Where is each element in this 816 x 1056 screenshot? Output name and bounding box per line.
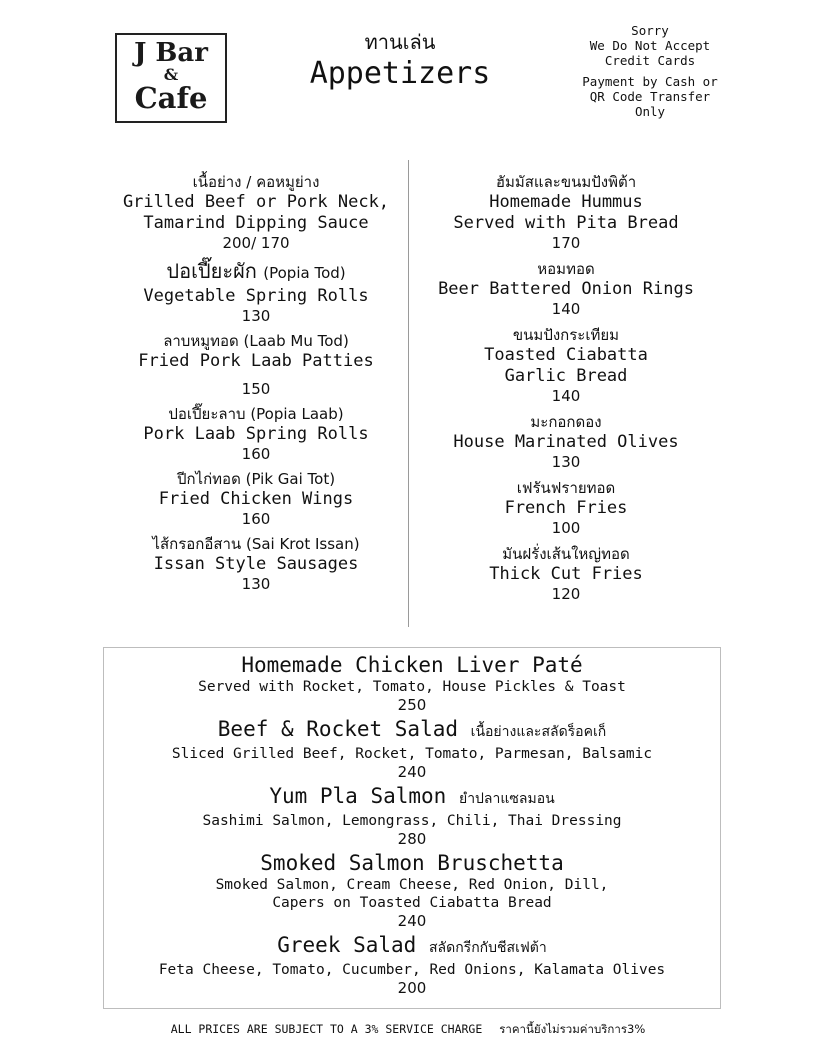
- special-description: Feta Cheese, Tomato, Cucumber, Red Onions, Kalamata Olives: [158, 962, 666, 978]
- item-romanized-name: (Sai Krot Issan): [245, 535, 360, 553]
- item-romanized-name: (Pik Gai Tot): [245, 470, 336, 488]
- menu-item: [106, 534, 406, 594]
- item-thai-name: เฟรันฟรายทอด: [516, 479, 616, 497]
- special-description: Sashimi Salmon, Lemongrass, Chili, Thai Dressing: [202, 813, 622, 829]
- footer-notice: [0, 1021, 816, 1039]
- item-thai-name: [106, 258, 406, 286]
- footer-english: ALL PRICES ARE SUBJECT TO A 3% SERVICE CHARGE: [170, 1022, 483, 1036]
- item-english-name: Garlic Bread: [504, 366, 628, 386]
- item-thai-name: ฮัมมัสและขนมปังพิต้า: [495, 173, 637, 191]
- item-thai-text: ลาบหมูทอด: [163, 332, 239, 350]
- section-title: Appetizers: [309, 56, 491, 91]
- special-description: Capers on Toasted Ciabatta Bread: [272, 895, 552, 911]
- section-thai-title: ทานเล่น: [364, 30, 436, 54]
- special-thai-name: ยำปลาแซลมอน: [458, 791, 555, 807]
- menu-item: [106, 469, 406, 529]
- item-thai-name: มันฝรั่งเส้นใหญ่ทอด: [502, 545, 630, 563]
- item-english-name: Fried Chicken Wings: [158, 489, 354, 509]
- item-price: 170: [551, 234, 581, 252]
- special-item: [104, 717, 720, 781]
- special-title: [104, 653, 720, 678]
- item-english-name: Beer Battered Onion Rings: [438, 279, 694, 299]
- menu-item: [416, 478, 716, 538]
- item-romanized-name: (Popia Laab): [250, 405, 344, 423]
- payment-line: Sorry: [631, 23, 669, 38]
- item-price: 160: [241, 445, 271, 463]
- payment-line: QR Code Transfer: [589, 89, 711, 104]
- item-thai-name: [106, 404, 406, 424]
- special-item: [104, 933, 720, 997]
- item-thai-name: [106, 534, 406, 554]
- special-thai-name: เนื้อย่างและสลัดร็อคเก็: [470, 724, 607, 740]
- payment-line: We Do Not Accept: [589, 38, 711, 53]
- special-price: 200: [397, 979, 427, 997]
- menu-item: [416, 325, 716, 406]
- right-menu-column: [416, 172, 716, 610]
- special-price: 250: [397, 696, 427, 714]
- item-price: 130: [241, 575, 271, 593]
- logo-line1: J Bar: [134, 38, 208, 68]
- item-romanized-name: (Popia Tod): [263, 264, 346, 282]
- specials-box: [103, 647, 721, 1009]
- item-romanized-name: (Laab Mu Tod): [243, 332, 349, 350]
- special-item: [104, 784, 720, 848]
- menu-item: [106, 404, 406, 464]
- item-price: 140: [551, 300, 581, 318]
- payment-line: Only: [634, 104, 666, 119]
- menu-item: [416, 259, 716, 319]
- item-english-name: Issan Style Sausages: [153, 554, 359, 574]
- special-thai-name: สลัดกรีกกับชีสเฟต้า: [428, 940, 547, 956]
- special-title: [104, 933, 720, 961]
- item-price: 160: [241, 510, 271, 528]
- payment-line: Payment by Cash or: [582, 74, 718, 89]
- menu-item: [106, 258, 406, 326]
- item-thai-name: หอมทอด: [537, 260, 595, 278]
- logo-line3: Cafe: [134, 81, 208, 115]
- special-title-text: Yum Pla Salmon: [269, 784, 447, 808]
- item-english-name: Thick Cut Fries: [489, 564, 643, 584]
- item-english-name: Grilled Beef or Pork Neck,: [122, 192, 390, 212]
- special-title-text: Greek Salad: [277, 933, 417, 957]
- item-price: 100: [551, 519, 581, 537]
- special-price: 240: [397, 763, 427, 781]
- special-title: [104, 784, 720, 812]
- item-thai-text: เนื้อย่าง / คอหมูย่าง: [192, 173, 320, 191]
- item-english-name: House Marinated Olives: [453, 432, 679, 452]
- item-thai-name: [106, 172, 406, 192]
- left-menu-column: [106, 172, 406, 599]
- item-english-name: Tamarind Dipping Sauce: [143, 213, 369, 233]
- special-title-text: Smoked Salmon Bruschetta: [260, 851, 564, 875]
- menu-item: [416, 172, 716, 253]
- item-price: 130: [551, 453, 581, 471]
- item-thai-name: มะกอกดอง: [530, 413, 602, 431]
- item-thai-text: ไส้กรอกอีสาน: [152, 535, 242, 553]
- menu-item: [106, 331, 406, 399]
- menu-item: [416, 412, 716, 472]
- menu-item: [106, 172, 406, 253]
- item-english-name: Vegetable Spring Rolls: [143, 286, 369, 306]
- item-price: 120: [551, 585, 581, 603]
- column-divider: [408, 160, 409, 627]
- special-title-text: Beef & Rocket Salad: [217, 717, 458, 741]
- item-thai-text: ปอเปี๊ยะผัก: [166, 259, 257, 283]
- footer-thai: ราคานี้ยังไม่รวมค่าบริการ3%: [499, 1022, 646, 1036]
- menu-item: [416, 544, 716, 604]
- special-description: Sliced Grilled Beef, Rocket, Tomato, Parmesan, Balsamic: [171, 746, 653, 762]
- item-english-name: Fried Pork Laab Patties: [138, 351, 374, 371]
- item-price: 130: [241, 307, 271, 325]
- payment-line: Credit Cards: [604, 53, 696, 68]
- special-description: Served with Rocket, Tomato, House Pickles & Toast: [198, 679, 626, 695]
- item-thai-text: ปีกไก่ทอด: [176, 470, 241, 488]
- item-english-name: Served with Pita Bread: [453, 213, 679, 233]
- special-description: Smoked Salmon, Cream Cheese, Red Onion, Dill,: [215, 877, 609, 893]
- item-thai-text: ปอเปี๊ยะลาบ: [168, 405, 246, 423]
- item-price: 150: [241, 380, 271, 398]
- item-english-name: French Fries: [504, 498, 628, 518]
- special-price: 280: [397, 830, 427, 848]
- item-english-name: Homemade Hummus: [489, 192, 643, 212]
- item-thai-name: [106, 469, 406, 489]
- item-thai-name: ขนมปังกระเทียม: [512, 326, 620, 344]
- logo-line2: &: [163, 65, 179, 84]
- item-price: 140: [551, 387, 581, 405]
- special-title-text: Homemade Chicken Liver Paté: [241, 653, 583, 677]
- special-title: [104, 851, 720, 876]
- special-title: [104, 717, 720, 745]
- item-english-name: Toasted Ciabatta: [484, 345, 648, 365]
- item-thai-name: [106, 331, 406, 351]
- item-english-name: Pork Laab Spring Rolls: [143, 424, 369, 444]
- special-item: [104, 851, 720, 930]
- payment-notice: [560, 23, 740, 119]
- logo: [115, 33, 227, 123]
- item-price: 200/ 170: [222, 234, 290, 252]
- special-item: [104, 653, 720, 714]
- special-price: 240: [397, 912, 427, 930]
